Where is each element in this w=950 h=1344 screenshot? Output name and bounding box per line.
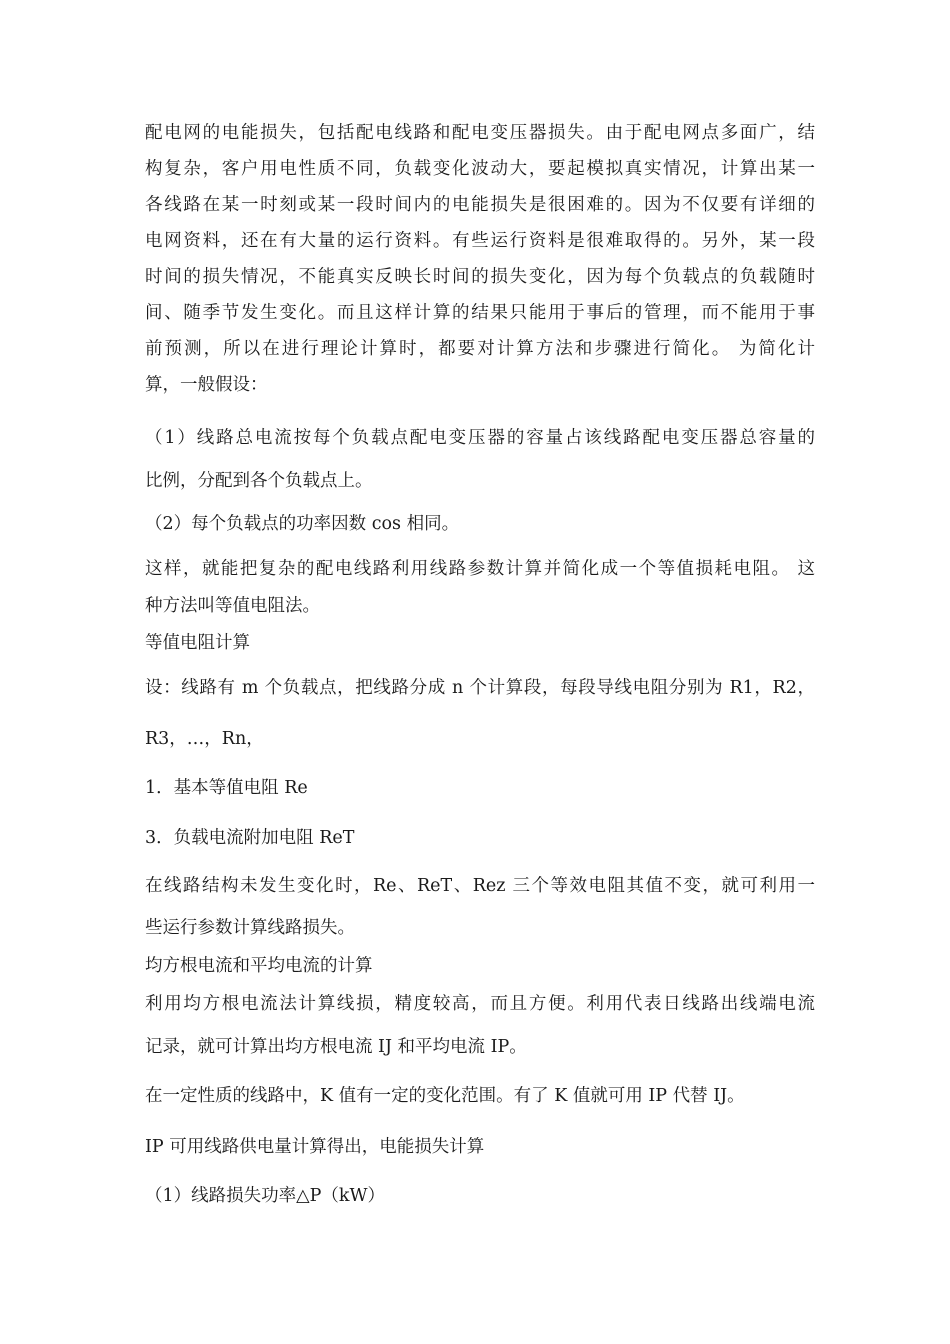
section-heading: 等值电阻计算 xyxy=(145,633,250,653)
list-item-line: （2）每个负载点的功率因数 cos 相同。 xyxy=(145,514,460,534)
paragraph-line: 利用均方根电流法计算线损，精度较高，而且方便。利用代表日线路出线端电流 xyxy=(145,994,815,1014)
paragraph-line: 在线路结构未发生变化时，Re、ReT、Rez 三个等效电阻其值不变，就可利用一 xyxy=(145,876,815,896)
paragraph-line: 构复杂，客户用电性质不同，负载变化波动大，要起模拟真实情况，计算出某一 xyxy=(145,159,815,179)
paragraph-line: 时间的损失情况，不能真实反映长时间的损失变化，因为每个负载点的负载随时 xyxy=(145,267,815,287)
paragraph-line: IP 可用线路供电量计算得出，电能损失计算 xyxy=(145,1137,485,1157)
paragraph-line: 间、随季节发生变化。而且这样计算的结果只能用于事后的管理，而不能用于事 xyxy=(145,303,815,323)
paragraph-line: 前预测，所以在进行理论计算时，都要对计算方法和步骤进行简化。 为简化计 xyxy=(145,339,815,359)
section-heading: 均方根电流和平均电流的计算 xyxy=(145,956,373,976)
list-item-line: 1．基本等值电阻 Re xyxy=(145,778,308,798)
paragraph-line: 这样，就能把复杂的配电线路利用线路参数计算并简化成一个等值损耗电阻。 这 xyxy=(145,559,815,579)
paragraph-line: 算，一般假设： xyxy=(145,375,268,395)
paragraph-line: 配电网的电能损失，包括配电线路和配电变压器损失。由于配电网点多面广，结 xyxy=(145,123,815,143)
paragraph-line: 各线路在某一时刻或某一段时间内的电能损失是很困难的。因为不仅要有详细的 xyxy=(145,195,815,215)
list-item-line: （1）线路总电流按每个负载点配电变压器的容量占该线路配电变压器总容量的 xyxy=(145,428,815,448)
list-item-line: 比例，分配到各个负载点上。 xyxy=(145,471,373,491)
paragraph-line: R3，…，Rn， xyxy=(145,729,264,749)
paragraph-line: 设：线路有 m 个负载点，把线路分成 n 个计算段，每段导线电阻分别为 R1，R2， xyxy=(145,678,815,698)
paragraph-line: 电网资料，还在有大量的运行资料。有些运行资料是很难取得的。另外，某一段 xyxy=(145,231,815,251)
list-item-line: 3．负载电流附加电阻 ReT xyxy=(145,828,355,848)
paragraph-line: 记录，就可计算出均方根电流 IJ 和平均电流 IP。 xyxy=(145,1037,527,1057)
paragraph-line: 些运行参数计算线路损失。 xyxy=(145,918,355,938)
list-item-line: （1）线路损失功率△P（kW） xyxy=(145,1186,385,1206)
paragraph-line: 在一定性质的线路中，K 值有一定的变化范围。有了 K 值就可用 IP 代替 IJ。 xyxy=(145,1086,745,1106)
paragraph-line: 种方法叫等值电阻法。 xyxy=(145,596,320,616)
